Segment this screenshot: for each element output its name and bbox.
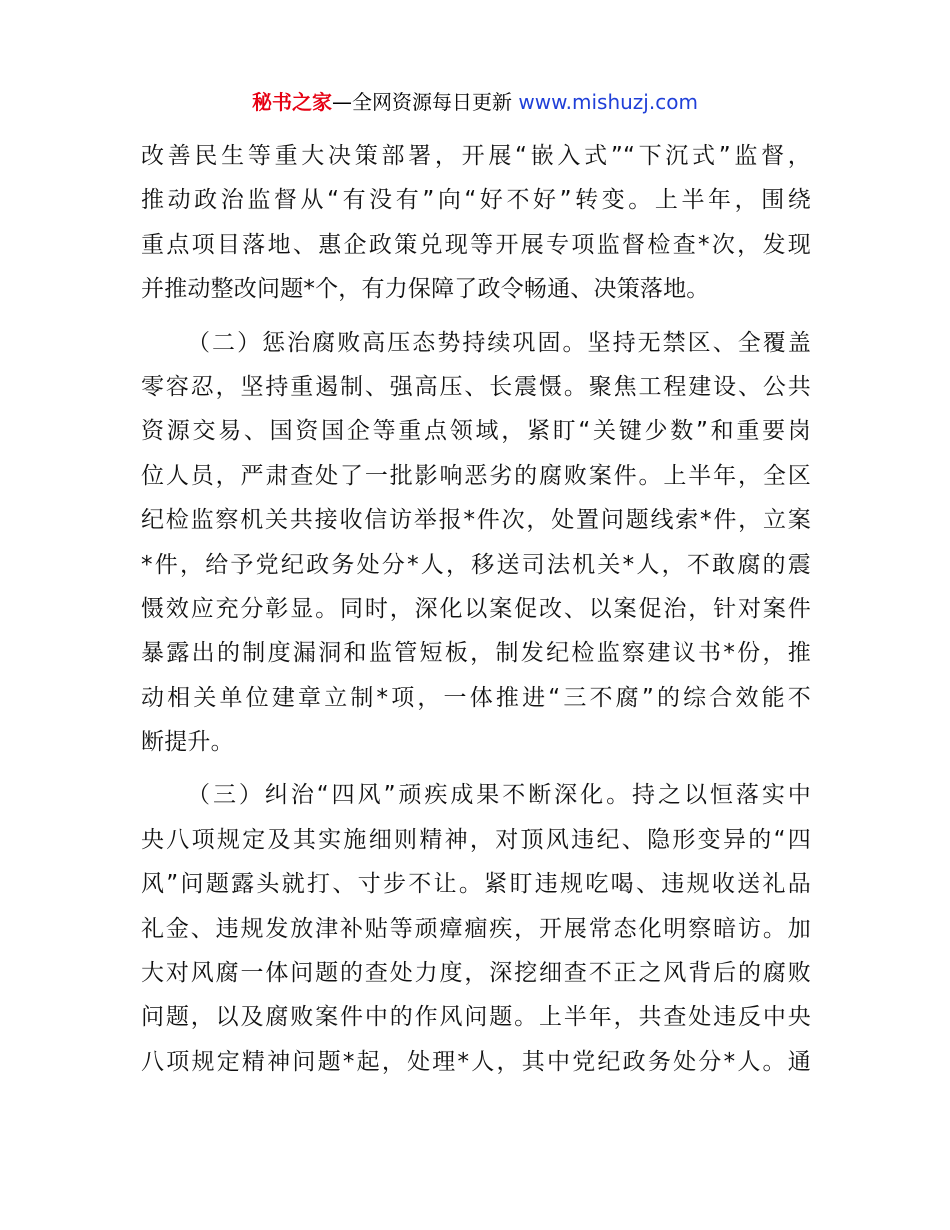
site-name: 秘书之家 <box>252 90 333 114</box>
text-line: *件，给予党纪政务处分*人，移送司法机关*人，不敢腐的震 <box>141 551 811 578</box>
site-tagline: —全网资源每日更新 <box>332 90 519 114</box>
paragraph-2 <box>141 321 811 765</box>
paragraph-3 <box>141 773 811 1084</box>
text-line: 问题，以及腐败案件中的作风问题。上半年，共查处违反中央 <box>141 1004 811 1031</box>
text-line: 大对风腐一体问题的查处力度，深挖细查不正之风背后的腐败 <box>141 960 811 987</box>
paragraph-1 <box>141 134 811 312</box>
text-line: 资源交易、国资国企等重点领域，紧盯“关键少数”和重要岗 <box>141 418 811 445</box>
text-line: 改善民生等重大决策部署，开展“嵌入式”“下沉式”监督， <box>141 143 811 169</box>
text-line: 风”问题露头就打、寸步不让。紧盯违规吃喝、违规收送礼品 <box>141 871 811 898</box>
text-line: 位人员，严肃查处了一批影响恶劣的腐败案件。上半年，全区 <box>141 462 811 489</box>
site-header <box>0 86 950 118</box>
text-line: 八项规定精神问题*起，处理*人，其中党纪政务处分*人。通 <box>141 1048 811 1075</box>
document-body <box>141 134 811 1084</box>
text-line: （三）纠治“四风”顽疾成果不断深化。持之以恒落实中 <box>187 782 811 809</box>
text-line: 礼金、违规发放津补贴等顽瘴痼疾，开展常态化明察暗访。加 <box>141 915 811 942</box>
text-line: 并推动整改问题*个，有力保障了政令畅通、决策落地。 <box>141 276 710 303</box>
text-line: 重点项目落地、惠企政策兑现等开展专项监督检查*次，发现 <box>141 231 811 258</box>
text-line: 纪检监察机关共接收信访举报*件次，处置问题线索*件，立案 <box>141 507 811 534</box>
site-url-link[interactable]: www.mishuzj.com <box>518 90 698 114</box>
text-line: （二）惩治腐败高压态势持续巩固。坚持无禁区、全覆盖 <box>187 329 811 356</box>
text-line: 慑效应充分彰显。同时，深化以案促改、以案促治，针对案件 <box>141 595 811 622</box>
text-line: 央八项规定及其实施细则精神，对顶风违纪、隐形变异的“四 <box>141 826 811 853</box>
text-line: 暴露出的制度漏洞和监管短板，制发纪检监察建议书*份，推 <box>141 640 811 667</box>
text-line: 推动政治监督从“有没有”向“好不好”转变。上半年，围绕 <box>141 187 811 214</box>
text-line: 断提升。 <box>141 729 234 756</box>
text-line: 零容忍，坚持重遏制、强高压、长震慑。聚焦工程建设、公共 <box>141 373 811 400</box>
text-line: 动相关单位建章立制*项，一体推进“三不腐”的综合效能不 <box>141 684 811 711</box>
